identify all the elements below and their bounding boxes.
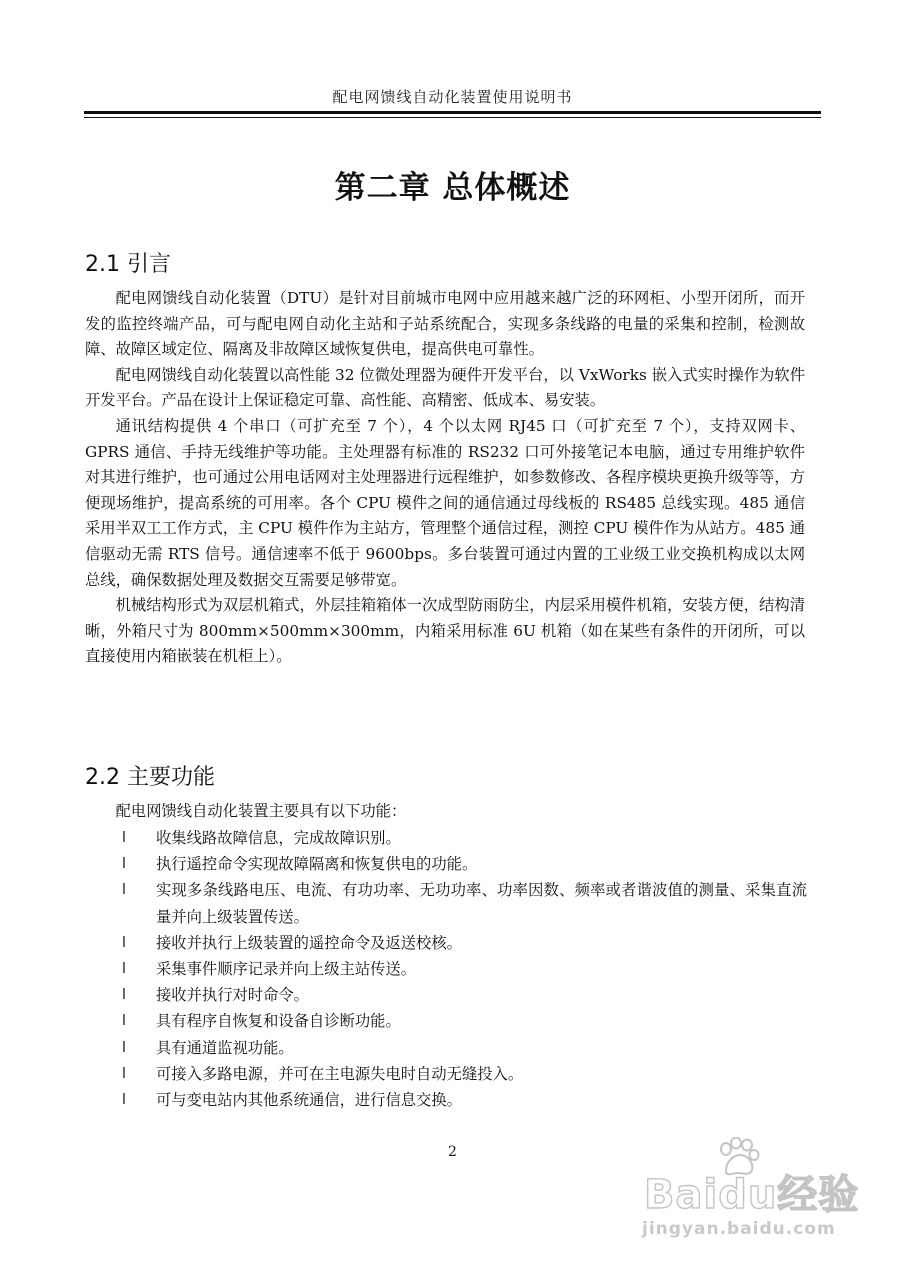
list-item: [85, 825, 807, 851]
intro-paragraph: 配电网馈线自动化装置（DTU）是针对目前城市电网中应用越来越广泛的环网柜、小型开闭所，而开发的监控终端产品，可与配电网自动化主站和子站系统配合，实现多条线路的电量的采集和控制，检测故障、故障区域定位、隔离及非故障区域恢复供电，提高供电可靠性。: [85, 289, 805, 359]
watermark-url: jingyan.baidu.com: [642, 1219, 836, 1239]
list-item-text: 可与变电站内其他系统通信，进行信息交换。: [156, 1091, 462, 1110]
list-item-text: 可接入多路电源，并可在主电源失电时自动无缝投入。: [156, 1064, 524, 1083]
functions-lead: 配电网馈线自动化装置主要具有以下功能：: [115, 802, 407, 820]
header-rule-thick: [84, 111, 821, 114]
section-heading-intro: 2.1 引言: [85, 252, 171, 277]
functions-list: [85, 825, 807, 1113]
list-item: [85, 1087, 807, 1113]
baidu-watermark: [630, 1135, 880, 1250]
list-item: [85, 851, 807, 877]
list-item-text: 具有通道监视功能。: [156, 1038, 294, 1057]
watermark-brand: Baidu经验: [644, 1172, 860, 1218]
bullet-icon: l: [122, 830, 126, 846]
list-item: [85, 930, 807, 956]
bullet-icon: l: [122, 1039, 126, 1056]
bullet-icon: l: [122, 882, 126, 899]
bullet-icon: l: [122, 1065, 126, 1082]
intro-paragraph: 配电网馈线自动化装置以高性能 32 位微处理器为硬件开发平台，以 VxWorks 嵌入式实时操作为软件开发平台。产品在设计上保证稳定可靠、高性能、高精密、低成本、易安装。: [85, 365, 805, 410]
list-item: [85, 1061, 807, 1087]
bullet-icon: l: [122, 1013, 126, 1030]
list-item: [85, 956, 807, 982]
list-item: [85, 877, 807, 929]
list-item-text: 具有程序自恢复和设备自诊断功能。: [156, 1012, 401, 1031]
list-item-text: 收集线路故障信息，完成故障识别。: [156, 829, 401, 847]
intro-paragraph: 机械结构形式为双层机箱式，外层挂箱箱体一次成型防雨防尘，内层采用模件机箱，安装方便，结构清晰，外箱尺寸为 800mm×500mm×300mm，内箱采用标准 6U 机箱（如在某些有条件的开闭所，可以直接使用内箱嵌装在机柜上）。: [85, 596, 805, 666]
list-item-text: 执行遥控命令实现故障隔离和恢复供电的功能。: [156, 855, 478, 874]
intro-paragraph: 通讯结构提供 4 个串口（可扩充至 7 个），4 个以太网 RJ45 口（可扩充至 7 个），支持双网卡、GPRS 通信、手持无线维护等功能。主处理器有标准的 RS232 口可外接笔记本电脑，通过专用维护软件对其进行维护，也可通过公用电话网对主处理器进行远程维护，如参数修改、各程序模块更换升级等等，方便现场维护，提高系统的可用率。各个 CPU 模件之间的通信通过母线板的 RS485 总线实现。485 通信采用半双工工作方式，主 CPU 模件作为主站方，管理整个通信过程，测控 CPU 模件作为从站方。485 通信驱动无需 RTS 信号。通信速率不低于 9600bps。多台装置可通过内置的工业级工业交换机构成以太网总线，确保数据处理及数据交互需要足够带宽。: [85, 416, 805, 589]
list-item-text: 采集事件顺序记录并向上级主站传送。: [156, 960, 417, 979]
bullet-icon: l: [122, 934, 126, 951]
bullet-icon: l: [122, 1092, 126, 1109]
chapter-title: 第二章 总体概述: [334, 170, 571, 206]
list-item-text: 接收并执行对时命令。: [156, 986, 309, 1005]
section-heading-functions: 2.2 主要功能: [85, 765, 215, 790]
bullet-icon: l: [122, 987, 126, 1004]
intro-body: [85, 286, 805, 670]
list-item: [85, 1035, 807, 1061]
bullet-icon: l: [122, 961, 126, 978]
bullet-icon: l: [122, 856, 126, 873]
list-item: [85, 1008, 807, 1034]
list-item-text: 接收并执行上级装置的遥控命令及返送校核。: [156, 933, 462, 952]
list-item-text: 实现多条线路电压、电流、有功功率、无功功率、功率因数、频率或者谐波值的测量、采集直流量并向上级装置传送。: [156, 881, 807, 926]
running-header-title: 配电网馈线自动化装置使用说明书: [332, 88, 573, 106]
header-rule-thin: [84, 117, 821, 118]
page-number: 2: [448, 1144, 457, 1160]
list-item: [85, 982, 807, 1008]
